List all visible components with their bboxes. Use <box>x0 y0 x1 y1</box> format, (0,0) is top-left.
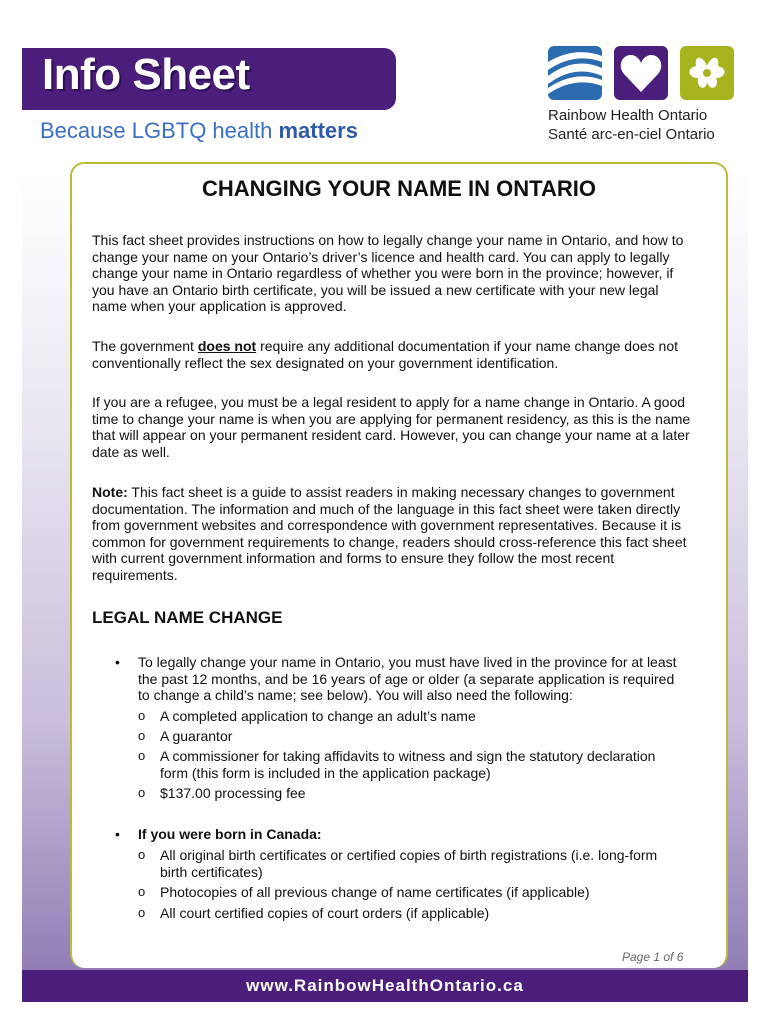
sub-bullet-marker: o <box>138 884 146 899</box>
footer-bar <box>22 970 748 1002</box>
tagline: Because LGBTQ health matters <box>40 118 358 143</box>
heart-icon <box>614 46 668 100</box>
footer-url-link[interactable]: www.RainbowHealthOntario.ca <box>246 976 524 995</box>
bullet-marker: • <box>115 826 120 842</box>
note-paragraph: Note: This fact sheet is a guide to assist readers in making necessary changes to government documentation. The information and much of the language in this fact sheet were taken directly from government websites and correspondence with government representatives. Because it is common for government requirements to change, readers should cross-reference this fact sheet with current government information and forms to ensure they follow the most recent requirements. <box>92 484 687 583</box>
bullet-marker: • <box>115 654 120 670</box>
sub-list-item: A commissioner for taking affidavits to witness and sign the statutory declaration form (this form is included in the application package) <box>160 748 656 781</box>
sub-list-item: All court certified copies of court orders (if applicable) <box>160 905 490 921</box>
sub-bullet-marker: o <box>138 748 146 763</box>
sub-list-item: A completed application to change an adult’s name <box>160 708 476 724</box>
rainbow-health-ontario-logo <box>548 46 734 166</box>
sub-bullet-marker: o <box>138 728 146 743</box>
sub-bullet-marker: o <box>138 905 146 920</box>
wave-icon <box>548 46 602 100</box>
intro-paragraph: This fact sheet provides instructions on how to legally change your name in Ontario, and how to change your name on your Ontario’s driver’s licence and health card. You can apply to legally change your name in Ontario regardless of whether you were born in the province; however, if you have an Ontario birth certificate, you will be issued a new certificate with your new legal name when your application is approved. <box>92 232 684 314</box>
header-banner <box>22 48 396 110</box>
refugee-paragraph: If you are a refugee, you must be a legal resident to apply for a name change in Ontario. A good time to change your name is when you are applying for permanent residency, as this is the name that will appear on your permanent resident card. However, you can change your name at a later date as well. <box>92 394 691 460</box>
page-title: Info Sheet <box>42 50 250 99</box>
info-sheet-page <box>22 22 748 1002</box>
list-item: To legally change your name in Ontario, you must have lived in the province for at least the past 12 months, and be 16 years of age or older (a separate application is required to change a child’s name; see below). You will also need the following: <box>138 654 677 703</box>
document-title: CHANGING YOUR NAME IN ONTARIO <box>202 176 596 201</box>
sub-list-item: $137.00 processing fee <box>160 785 306 801</box>
sub-bullet-marker: o <box>138 708 146 723</box>
logo-wordmark: Rainbow Health Ontario Santé arc-en-ciel Ontario <box>548 107 715 143</box>
documentation-paragraph: The government does not require any additional documentation if your name change does not conventionally reflect the sex designated on your government identification. <box>92 338 679 371</box>
trillium-icon <box>680 46 734 100</box>
sub-bullet-marker: o <box>138 785 146 800</box>
page-number: Page 1 of 6 <box>622 950 684 964</box>
content-panel <box>70 162 728 968</box>
sub-list-item: A guarantor <box>160 728 233 744</box>
sub-list-item: Photocopies of all previous change of name certificates (if applicable) <box>160 884 590 900</box>
list-item: If you were born in Canada: <box>138 826 322 842</box>
section-heading: LEGAL NAME CHANGE <box>92 608 283 627</box>
sub-bullet-marker: o <box>138 847 146 862</box>
sub-list-item: All original birth certificates or certified copies of birth registrations (i.e. long-form birth certificates) <box>160 847 658 880</box>
